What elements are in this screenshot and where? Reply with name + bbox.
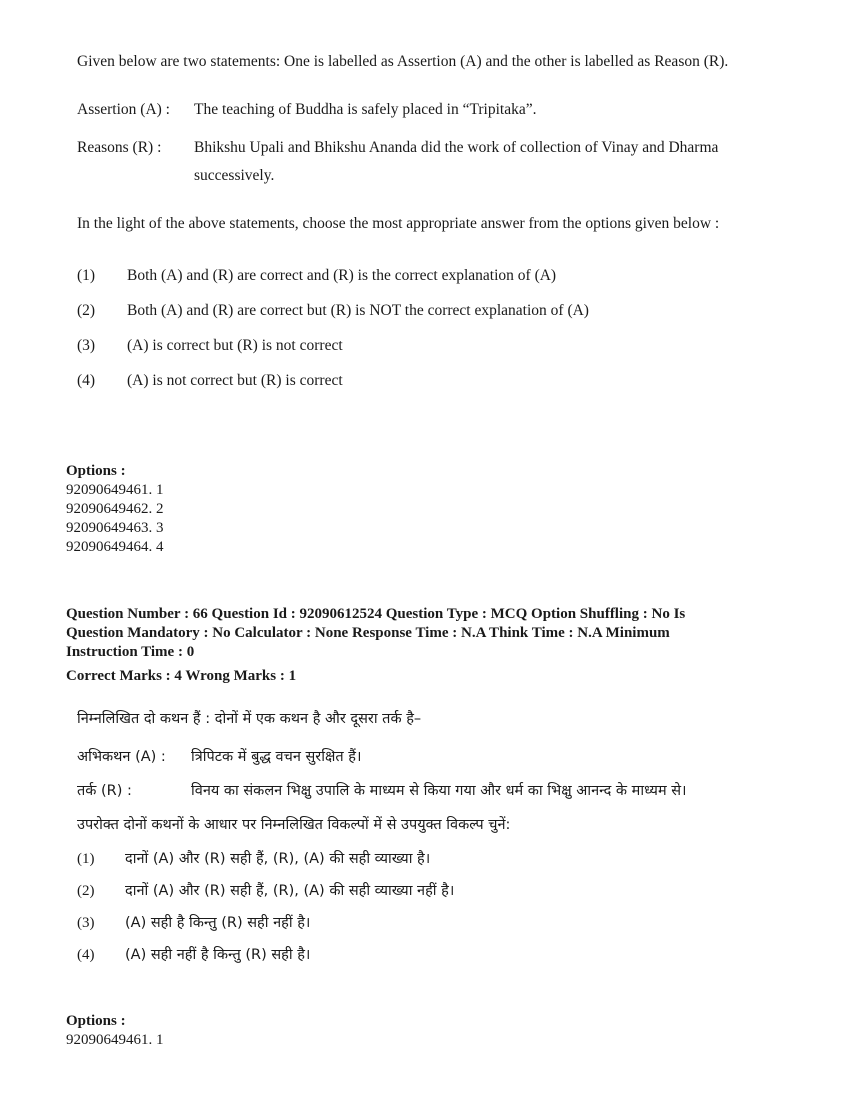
question-intro: Given below are two statements: One is labelled as Assertion (A) and the other is labelled as Reason (R).	[77, 53, 729, 70]
assertion-label: Assertion (A) :	[77, 101, 170, 118]
assertion-text: त्रिपिटक में बुद्ध वचन सुरक्षित हैं।	[191, 749, 362, 765]
option-number: (3)	[77, 915, 95, 931]
option-number: (1)	[77, 851, 95, 867]
option-text: Both (A) and (R) are correct but (R) is NOT the correct explanation of (A)	[127, 301, 589, 319]
reason-row	[77, 777, 757, 805]
answer-option	[77, 843, 757, 875]
assertion-row	[77, 743, 757, 771]
option-id: 92090649462. 2	[66, 501, 164, 517]
options-label: Options :	[66, 1013, 126, 1029]
answer-option	[77, 328, 757, 363]
option-text: दानों (A) और (R) सही हैं, (R), (A) की सही व्याख्या नहीं है।	[125, 883, 455, 899]
option-id: 92090649463. 3	[66, 520, 164, 536]
answer-option	[77, 939, 757, 971]
option-text: दानों (A) और (R) सही हैं, (R), (A) की सही व्याख्या है।	[125, 851, 431, 867]
question-intro: निम्नलिखित दो कथन हैं : दोनों में एक कथन है और दूसरा तर्क है–	[77, 711, 422, 727]
assertion-text: The teaching of Buddha is safely placed in “Tripitaka”.	[194, 101, 537, 118]
assertion-label: अभिकथन (A) :	[77, 749, 166, 765]
reason-label: Reasons (R) :	[77, 139, 162, 156]
question-instruction: उपरोक्त दोनों कथनों के आधार पर निम्नलिखित विकल्पों में से उपयुक्त विकल्प चुनें:	[77, 817, 511, 833]
english-question	[77, 48, 757, 398]
reason-label: तर्क (R) :	[77, 783, 132, 799]
answer-option	[77, 293, 757, 328]
option-text: (A) is correct but (R) is not correct	[127, 336, 343, 354]
option-id: 92090649461. 1	[66, 482, 164, 498]
answer-option	[77, 363, 757, 398]
options-list	[66, 462, 164, 557]
option-text: (A) सही नहीं है किन्तु (R) सही है।	[125, 947, 311, 963]
answer-option	[77, 258, 757, 293]
option-number: (2)	[77, 883, 95, 899]
option-number: (2)	[77, 301, 96, 319]
answer-option	[77, 907, 757, 939]
option-number: (3)	[77, 336, 96, 354]
question-info-line: Question Mandatory : No Calculator : None Response Time : N.A Think Time : N.A Minimum	[66, 625, 670, 641]
question-info-line: Question Number : 66 Question Id : 92090612524 Question Type : MCQ Option Shuffling : No Is	[66, 606, 686, 622]
reason-text: Bhikshu Upali and Bhikshu Ananda did the work of collection of Vinay and Dharma successively.	[194, 139, 719, 184]
answer-options	[77, 843, 757, 971]
option-text: (A) सही है किन्तु (R) सही नहीं है।	[125, 915, 311, 931]
assertion-row	[77, 96, 757, 124]
hindi-question	[77, 705, 757, 971]
answer-option	[77, 875, 757, 907]
options-list	[66, 1012, 164, 1050]
option-text: Both (A) and (R) are correct and (R) is the correct explanation of (A)	[127, 266, 557, 284]
question-instruction: In the light of the above statements, choose the most appropriate answer from the options given below :	[77, 215, 720, 232]
option-id: 92090649461. 1	[66, 1032, 164, 1048]
option-id: 92090649464. 4	[66, 539, 164, 555]
option-number: (1)	[77, 266, 96, 284]
option-number: (4)	[77, 947, 95, 963]
options-label: Options :	[66, 463, 126, 479]
option-number: (4)	[77, 371, 96, 389]
reason-text: विनय का संकलन भिक्षु उपालि के माध्यम से किया गया और धर्म का भिक्षु आनन्द के माध्यम से।	[191, 783, 687, 799]
option-text: (A) is not correct but (R) is correct	[127, 371, 343, 389]
question-info-line: Instruction Time : 0	[66, 644, 195, 660]
question-info	[66, 605, 766, 662]
marks-info: Correct Marks : 4 Wrong Marks : 1	[66, 668, 297, 684]
reason-row	[77, 134, 757, 190]
answer-options	[77, 258, 757, 398]
